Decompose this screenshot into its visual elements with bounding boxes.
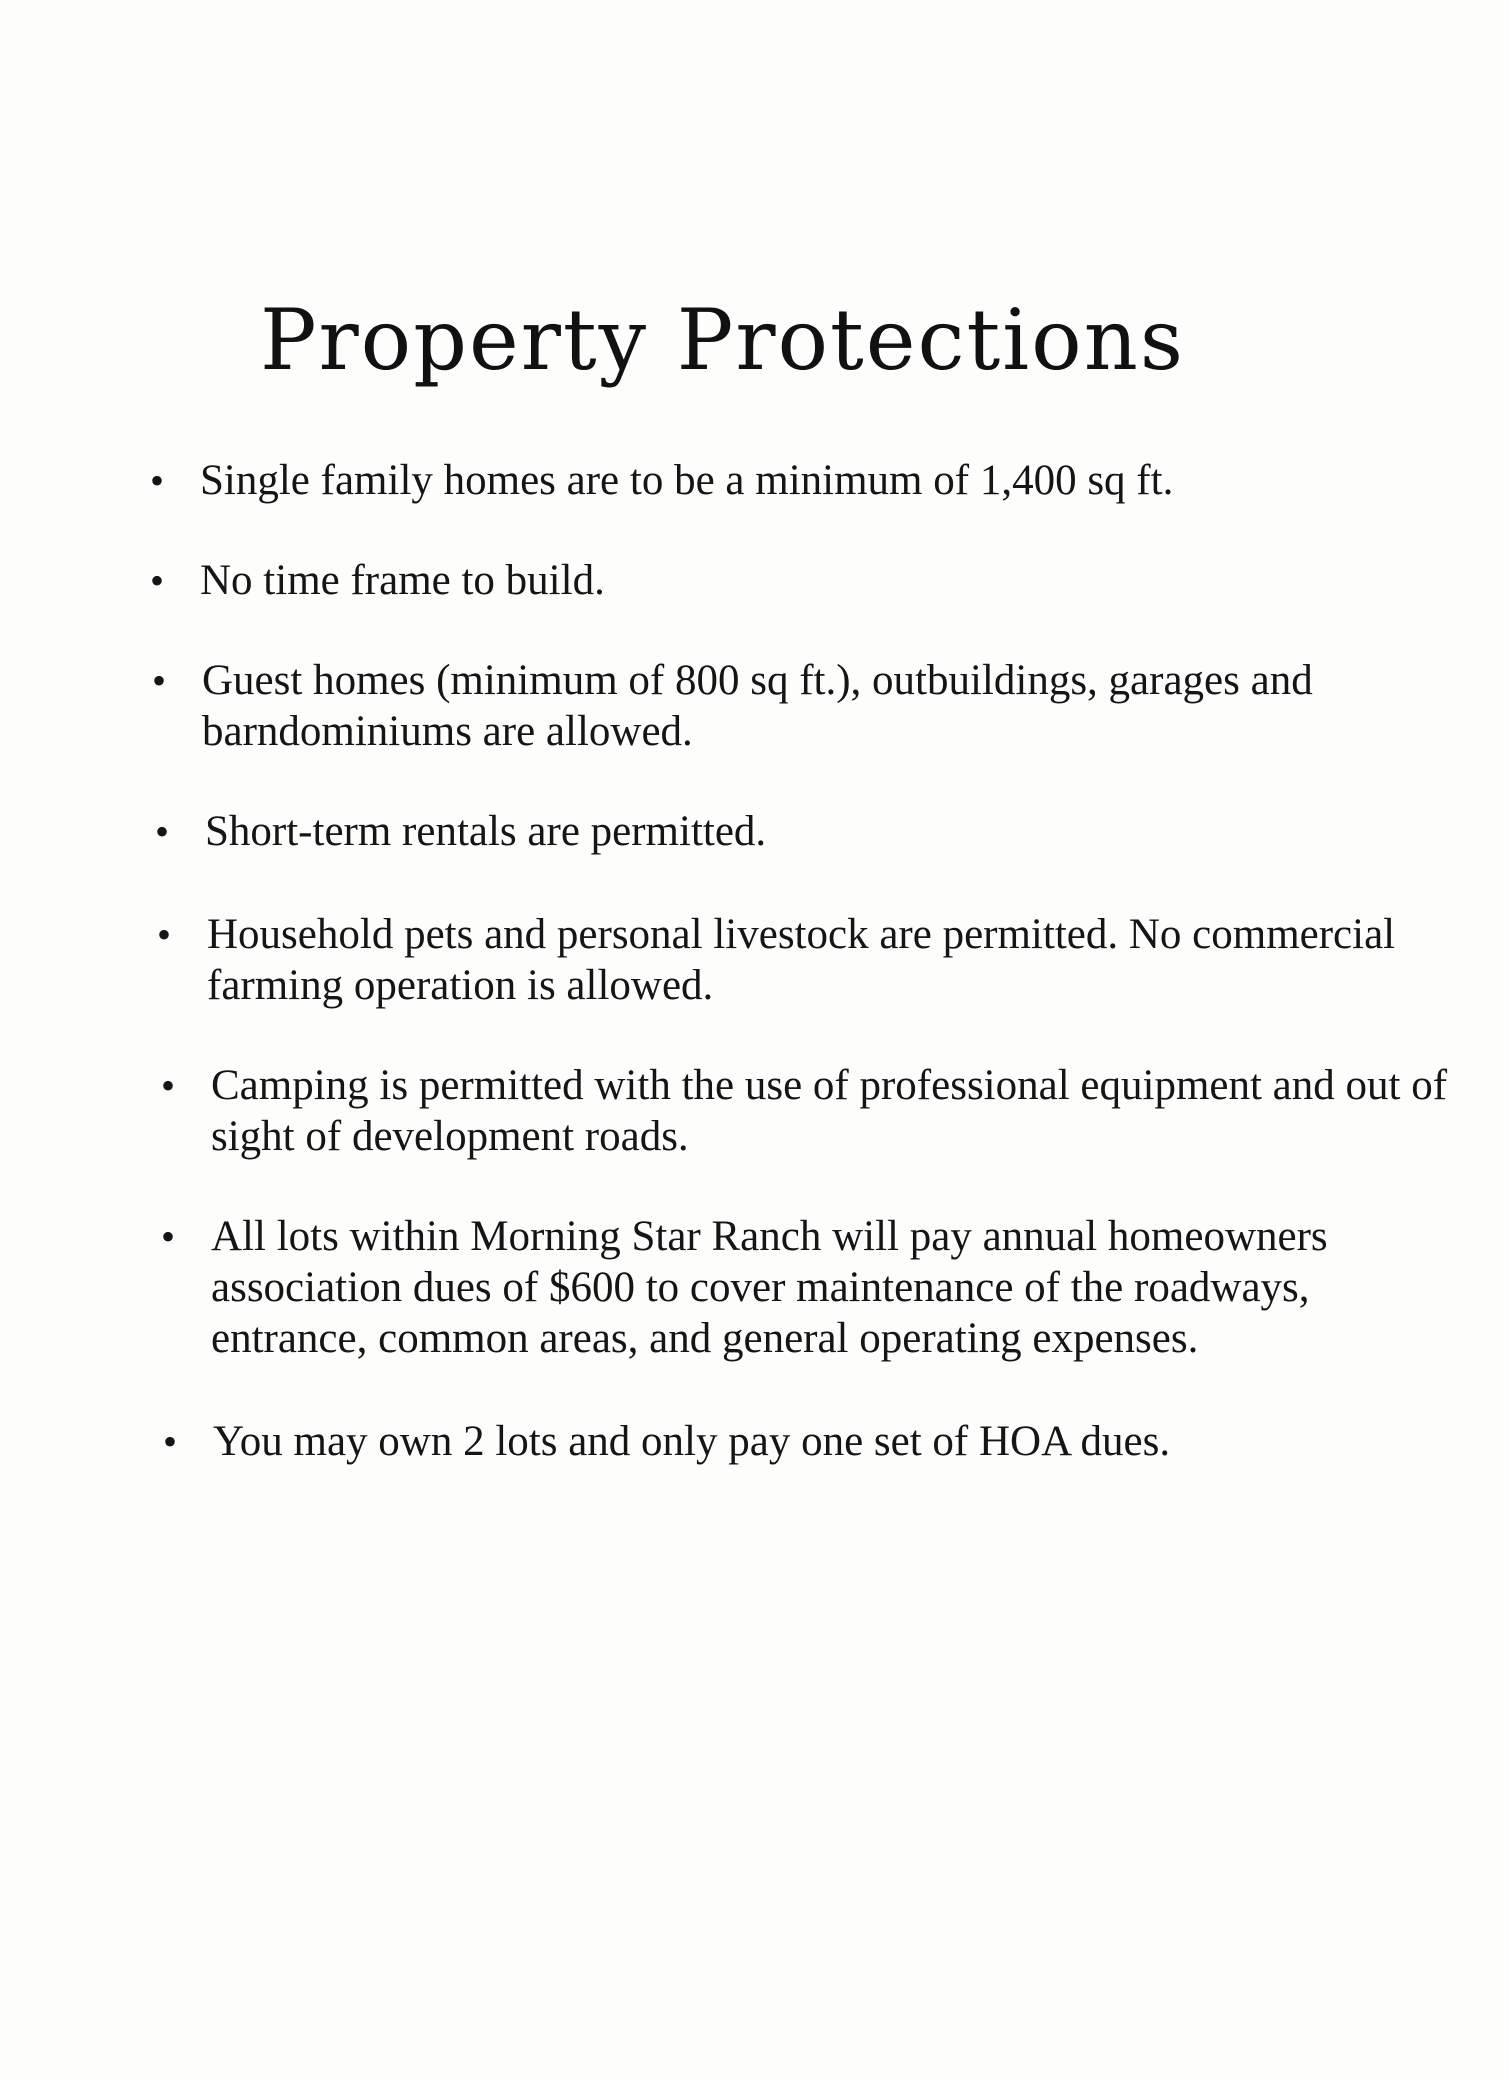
- list-item: • You may own 2 lots and only pay one set of HOA dues.: [158, 1416, 1475, 1467]
- list-item: • No time frame to build.: [145, 555, 1475, 606]
- list-item: • Camping is permitted with the use of professional equipment and out of sight of development roads.: [156, 1060, 1475, 1162]
- page-title: Property Protections: [260, 291, 1185, 389]
- protections-list: [145, 455, 1475, 1516]
- list-item: • Short-term rentals are permitted.: [150, 806, 1475, 857]
- list-item: • All lots within Morning Star Ranch will pay annual homeowners association dues of $600 to cover maintenance of the roadways, entrance, common areas, and general operating expenses.: [156, 1211, 1475, 1364]
- list-item: • Household pets and personal livestock are permitted. No commercial farming operation is allowed.: [152, 909, 1475, 1011]
- list-item: • Single family homes are to be a minimum of 1,400 sq ft.: [145, 455, 1475, 506]
- list-item: • Guest homes (minimum of 800 sq ft.), outbuildings, garages and barndominiums are allowed.: [147, 655, 1475, 757]
